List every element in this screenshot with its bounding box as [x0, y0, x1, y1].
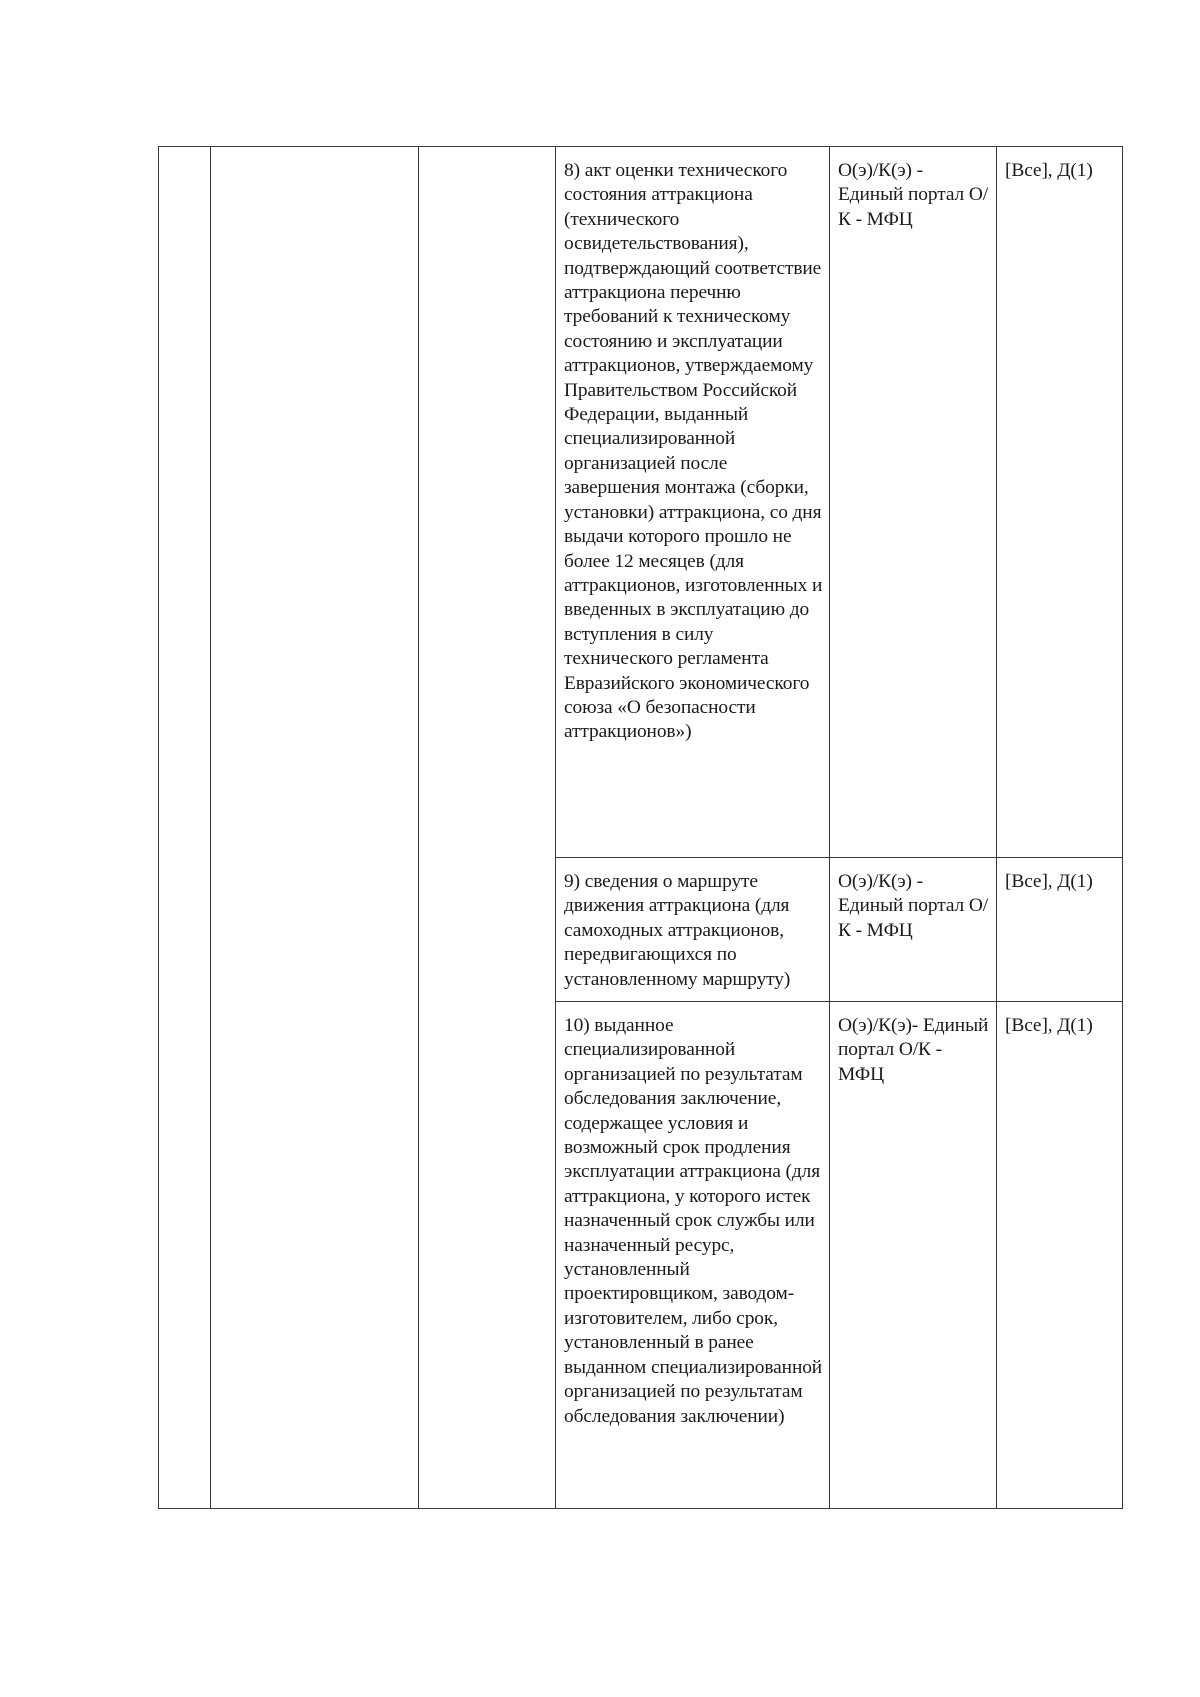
document-cell [556, 858, 830, 1002]
document-cell [556, 1002, 830, 1509]
applies-to-cell [997, 858, 1123, 1002]
document-cell [556, 147, 830, 858]
applies-to-text: [Все], Д(1) [1005, 1015, 1093, 1036]
applies-to-text: [Все], Д(1) [1005, 871, 1093, 892]
method-cell [830, 147, 997, 858]
applies-to-text: [Все], Д(1) [1005, 160, 1093, 181]
applicant-cell [419, 147, 556, 1509]
documents-table [158, 146, 1123, 1509]
method-cell [830, 1002, 997, 1509]
applies-to-cell [997, 147, 1123, 858]
applies-to-cell [997, 1002, 1123, 1509]
table-row [159, 147, 1123, 858]
document-text: 10) выданное специализированной организацией по результатам обследования заключение, содержащее условия и возможный срок продления эксплуатации аттракциона (для аттракциона, у которого истек назначенный срок службы или назначенный ресурс, установленный проектировщиком, заводом-изготовителем, либо срок, установленный в ранее выданном специализированной организацией по результатам обследования заключении) [564, 1015, 823, 1427]
method-cell [830, 858, 997, 1002]
service-name-cell [211, 147, 419, 1509]
number-cell [159, 147, 211, 1509]
method-text: О(э)/К(э) - Единый портал О/К - МФЦ [838, 871, 989, 941]
document-text: 9) сведения о маршруте движения аттракциона (для самоходных аттракционов, передвигающихся по установленному маршруту) [564, 871, 791, 990]
document-text: 8) акт оценки технического состояния аттракциона (технического освидетельствования), подтверждающий соответствие аттракциона перечню требований к техническому состоянию и эксплуатации аттракционов, утверждаемому Правительством Российской Федерации, выданный специализированной организацией после завершения монтажа (сборки, установки) аттракциона, со дня выдачи которого прошло не более 12 месяцев (для аттракционов, изготовленных и введенных в эксплуатацию до вступления в силу технического регламента Евразийского экономического союза «О безопасности аттракционов») [564, 160, 823, 743]
method-text: О(э)/К(э) - Единый портал О/К - МФЦ [838, 160, 989, 230]
method-text: О(э)/К(э)- Единый портал О/К - МФЦ [838, 1015, 989, 1085]
